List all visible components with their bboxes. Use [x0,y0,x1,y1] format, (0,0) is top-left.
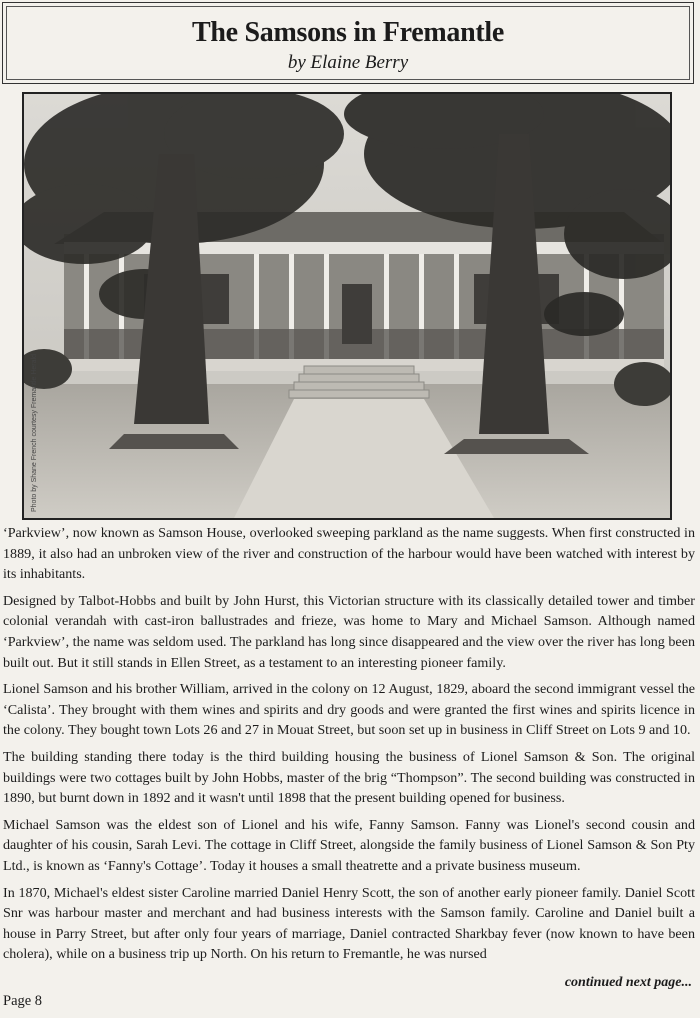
parkview-photo [22,92,672,520]
paragraph: In 1870, Michael's eldest sister Caroline married Daniel Henry Scott, the son of another early pioneer family. Daniel Scott Snr was harbour master and merchant and had business interests with the Samson family. Caroline and Daniel built a house in Parry Street, but after only four years of marriage, Daniel contracted Sharkbay fever (now known to have been cholera), while on a business trip up North. On his return to Fremantle, he was nursed [3,884,695,963]
photo-icon [24,94,670,518]
title-box [2,2,694,84]
paragraph: Michael Samson was the eldest son of Lionel and his wife, Fanny Samson. Fanny was Lionel's second cousin and daughter of his cousin, Sarah Levi. The cottage in Cliff Street, alongside the family business of Lionel Samson & Son Pty Ltd., is known as ‘Fanny's Cottage’. Today it houses a small theatrette and a private business museum. [3,816,695,874]
photo-credit: Photo by Shane French courtesy Fremantle Herald [31,354,38,512]
article-body [3,523,695,971]
paragraph: The building standing there today is the third building housing the business of Lionel Samson & Son. The original buildings were two cottages built by John Hobbs, master of the brig “Thompson”. The second building was constructed in 1890, but burnt down in 1892 and it wasn't until 1898 that the present building opened for business. [3,748,695,807]
paragraph: ‘Parkview’, now known as Samson House, overlooked sweeping parkland as the name suggests. When first constructed in 1889, it also had an unbroken view of the river and construction of the harbour would have been watched with interest by its inhabitants. [3,525,695,583]
page-number: Page 8 [3,993,43,1009]
paragraph: Lionel Samson and his brother William, arrived in the colony on 12 August, 1829, aboard the second immigrant vessel the ‘Calista’. They brought with them wines and spirits and dry goods and were granted the first wines and spirits licence in the colony. They bought town Lots 26 and 27 in Mouat Street, but soon set up in business in Cliff Street on Lots 9 and 10. [3,681,695,739]
paragraph: Designed by Talbot-Hobbs and built by John Hurst, this Victorian structure with its classically detailed tower and timber colonial verandah with cast-iron ballustrades and frieze, was home to Mary and Michael Samson. Although named ‘Parkview’, the name was seldom used. The parkland has long since disappeared and the view over the river has long been built out. But it still stands in Ellen Street, as a testament to an interesting pioneer family. [3,592,695,671]
article-byline: by Elaine Berry [287,52,409,73]
article-title: The Samsons in Fremantle [192,17,504,48]
title-inner-frame [6,6,690,80]
continued-next-page: continued next page... [564,975,692,990]
